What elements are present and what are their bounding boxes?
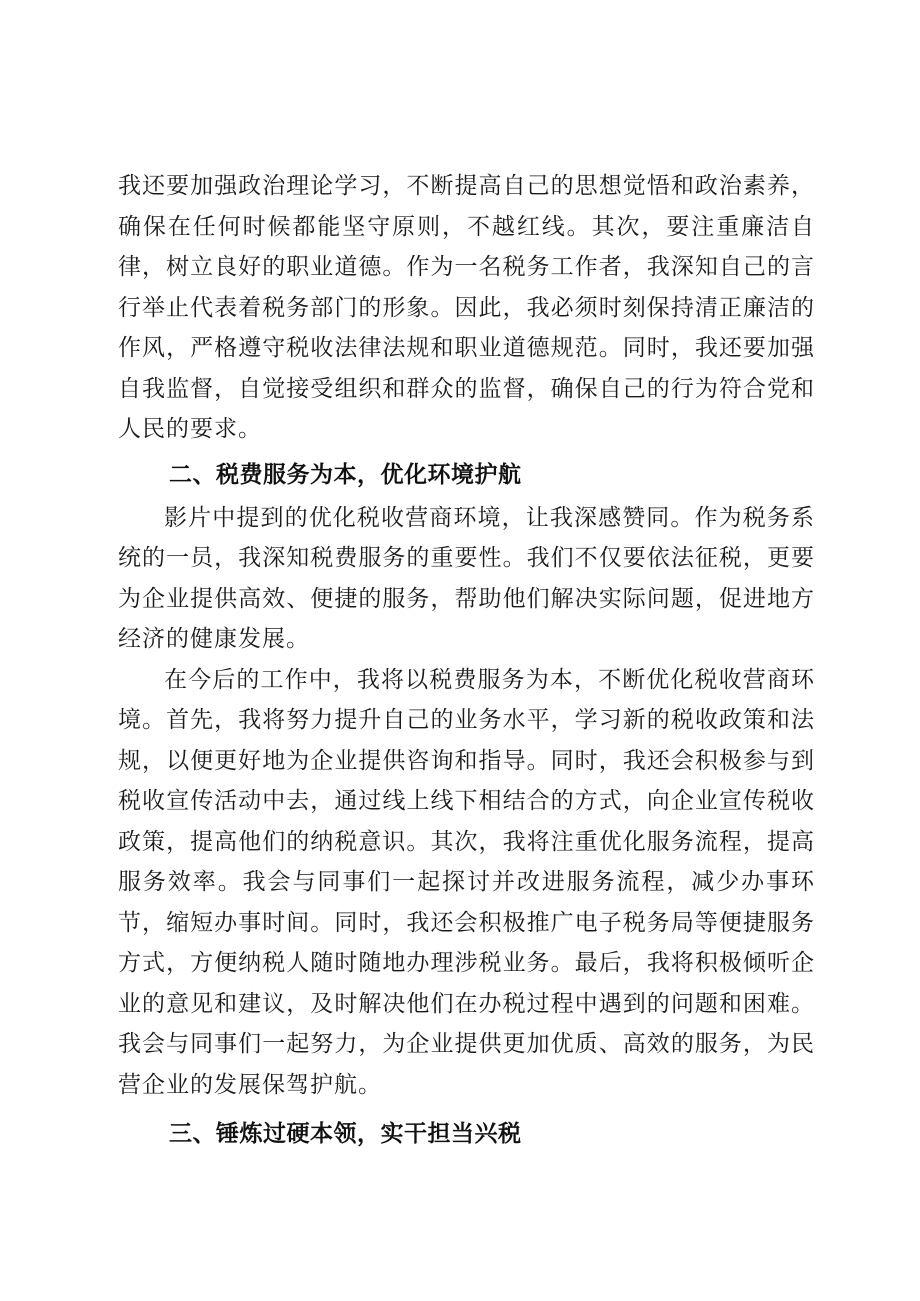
paragraph-section-2-body: 在今后的工作中，我将以税费服务为本，不断优化税收营商环境。首先，我将努力提升自己的业务水平，学习新的税收政策和法规，以便更好地为企业提供咨询和指导。同时，我还会积极参与到税收宣传活动中去，通过线上线下相结合的方式，向企业宣传税收政策，提高他们的纳税意识。其次，我将注重优化服务流程，提高服务效率。我会与同事们一起探讨并改进服务流程，减少办事环节，缩短办事时间。同时，我还会积极推广电子税务局等便捷服务方式，方便纳税人随时随地办理涉税业务。最后，我将积极倾听企业的意见和建议，及时解决他们在办税过程中遇到的问题和困难。我会与同事们一起努力，为企业提供更加优质、高效的服务，为民营企业的发展保驾护航。 <box>118 666 815 1098</box>
section-heading-3: 三、锤炼过硬本领，实干担当兴税 <box>169 1121 522 1147</box>
document-body <box>118 166 815 1157</box>
section-heading-2: 二、税费服务为本，优化环境护航 <box>169 461 522 488</box>
paragraph-continued: 我还要加强政治理论学习，不断提高自己的思想觉悟和政治素养，确保在任何时候都能坚守原则，不越红线。其次，要注重廉洁自律，树立良好的职业道德。作为一名税务工作者，我深知自己的言行举止代表着税务部门的形象。因此，我必须时刻保持清正廉洁的作风，严格遵守税收法律法规和职业道德规范。同时，我还要加强自我监督，自觉接受组织和群众的监督，确保自己的行为符合党和人民的要求。 <box>118 173 815 442</box>
paragraph-section-2-intro: 影片中提到的优化税收营商环境，让我深感赞同。作为税务系统的一员，我深知税费服务的重要性。我们不仅要依法征税，更要为企业提供高效、便捷的服务，帮助他们解决实际问题，促进地方经济的健康发展。 <box>118 504 815 652</box>
